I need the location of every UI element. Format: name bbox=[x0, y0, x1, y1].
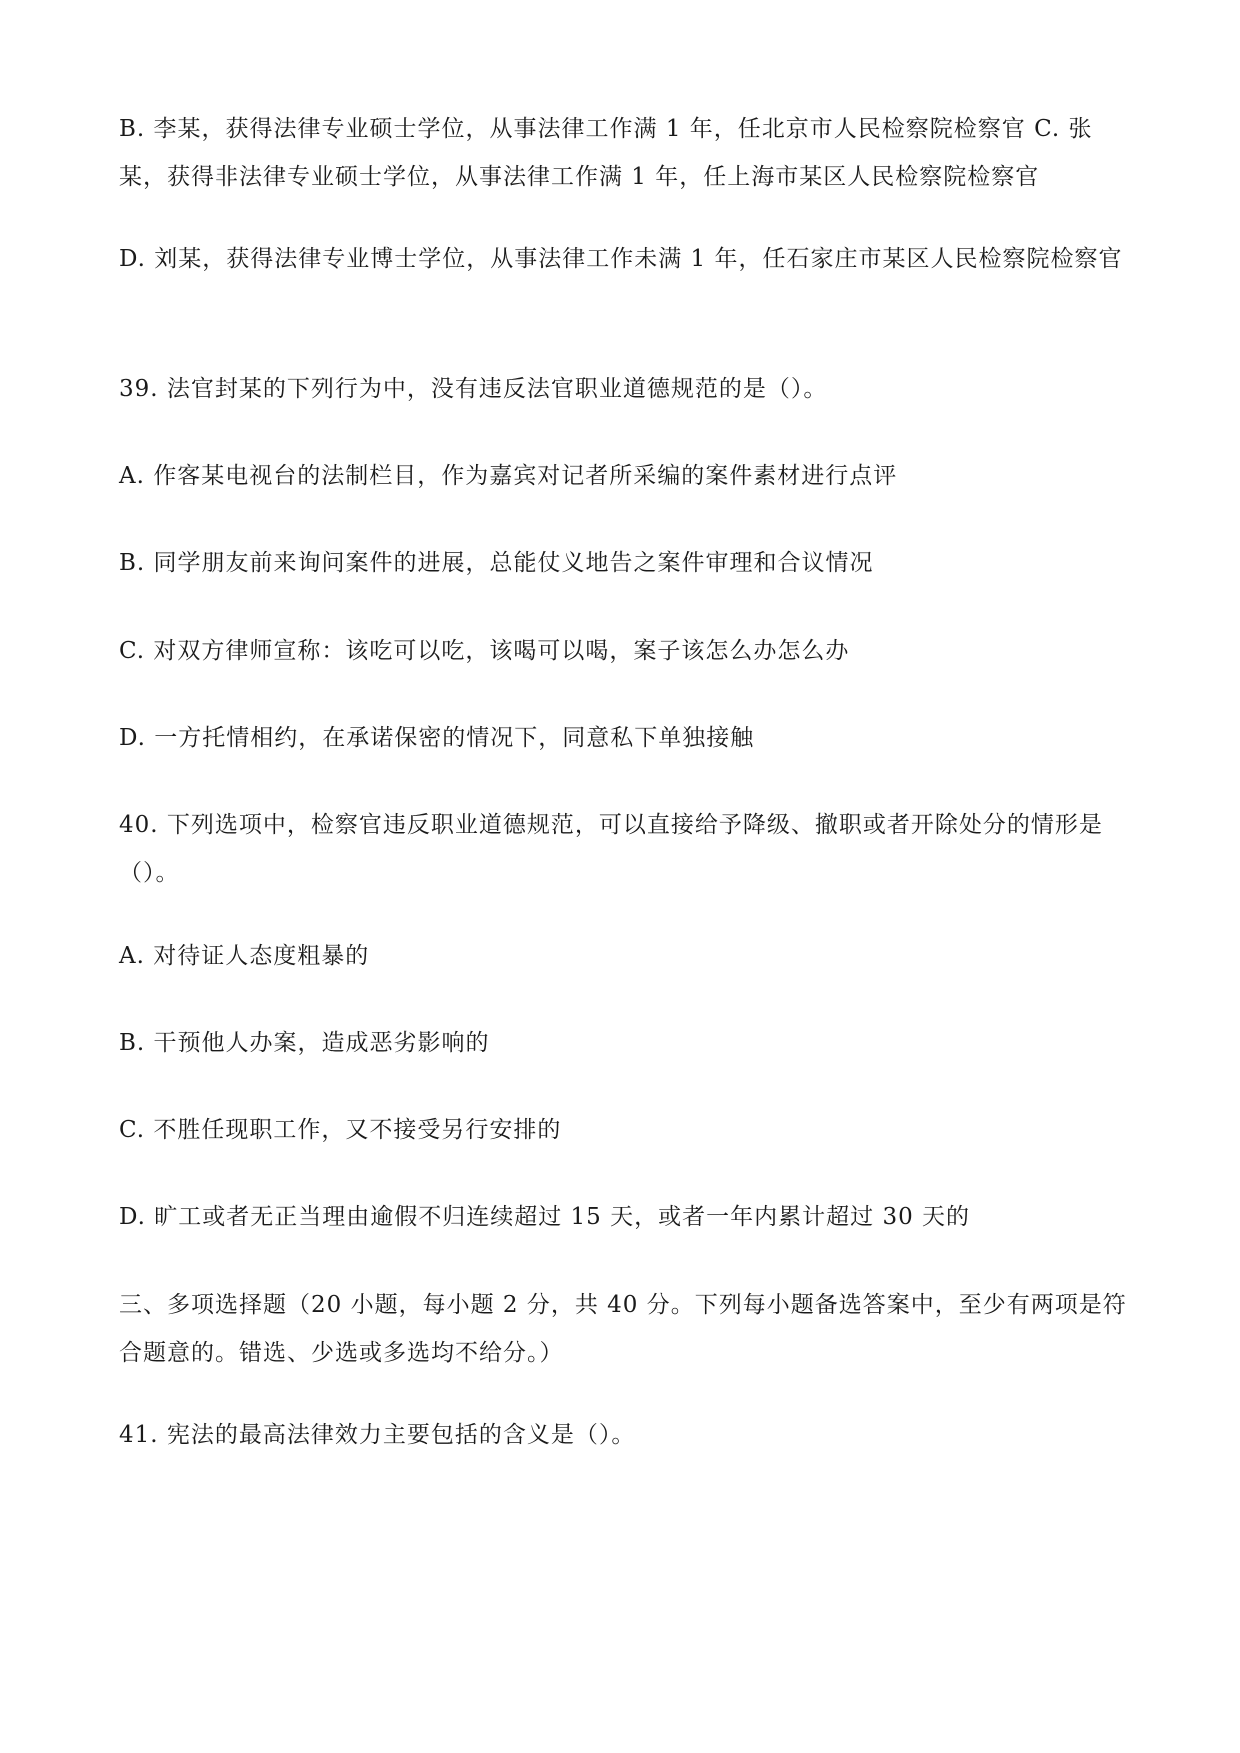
q40-option-d: D. 旷工或者无正当理由逾假不归连续超过 15 天，或者一年内累计超过 30 天的 bbox=[119, 1204, 971, 1230]
option-d-liu: D. 刘某，获得法律专业博士学位，从事法律工作未满 1 年，任石家庄市某区人民检察院检察官 bbox=[119, 246, 1123, 272]
q39-option-c: C. 对双方律师宣称：该吃可以吃，该喝可以喝，案子该怎么办怎么办 bbox=[119, 638, 850, 664]
option-b-li: B. 李某，获得法律专业硕士学位，从事法律工作满 1 年，任北京市人民检察院检察官 C. 张某，获得非法律专业硕士学位，从事法律工作满 1 年，任上海市某区人民检察院检察官 bbox=[119, 116, 1093, 190]
q40-option-b: B. 干预他人办案，造成恶劣影响的 bbox=[119, 1030, 490, 1056]
question-41: 41. 宪法的最高法律效力主要包括的含义是（）。 bbox=[119, 1422, 636, 1448]
q40-option-c: C. 不胜任现职工作，又不接受另行安排的 bbox=[119, 1117, 562, 1143]
q40-option-a: A. 对待证人态度粗暴的 bbox=[119, 943, 370, 969]
section-three-heading: 三、多项选择题（20 小题，每小题 2 分，共 40 分。下列每小题备选答案中，至少有两项是符合题意的。错选、少选或多选均不给分。） bbox=[119, 1292, 1127, 1366]
question-40: 40. 下列选项中，检察官违反职业道德规范，可以直接给予降级、撤职或者开除处分的情形是（）。 bbox=[119, 812, 1103, 886]
q39-option-b: B. 同学朋友前来询问案件的进展，总能仗义地告之案件审理和合议情况 bbox=[119, 550, 874, 576]
q39-option-a: A. 作客某电视台的法制栏目，作为嘉宾对记者所采编的案件素材进行点评 bbox=[119, 463, 898, 489]
question-39: 39. 法官封某的下列行为中，没有违反法官职业道德规范的是（）。 bbox=[119, 376, 828, 402]
q39-option-d: D. 一方托情相约，在承诺保密的情况下，同意私下单独接触 bbox=[119, 725, 755, 751]
